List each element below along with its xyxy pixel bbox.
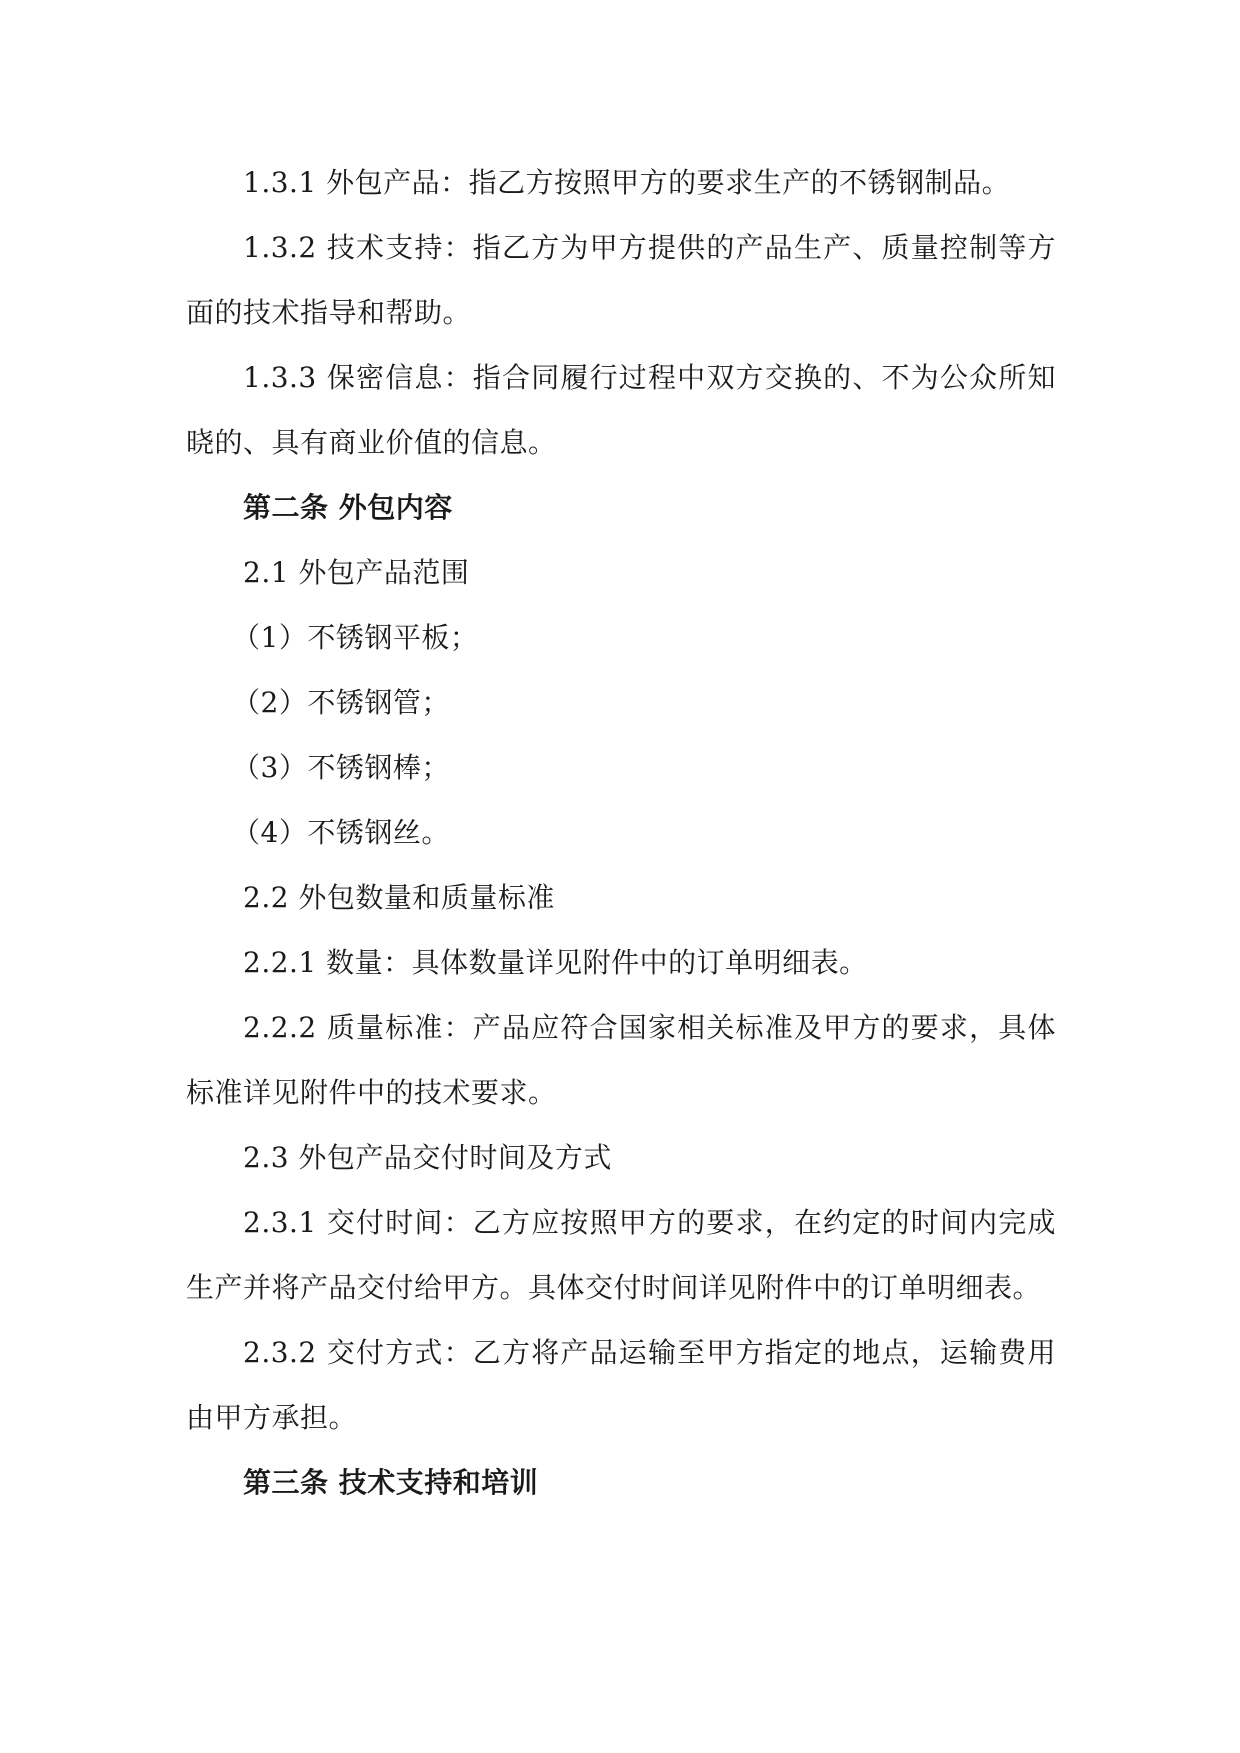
clause-1-3-3: 1.3.3 保密信息：指合同履行过程中双方交换的、不为公众所知晓的、具有商业价值的信息。 (186, 361, 1056, 459)
clause-2-3: 2.3 外包产品交付时间及方式 (243, 1141, 612, 1174)
list-item: （1）不锈钢平板； (232, 621, 479, 654)
article-3-heading: 第三条 技术支持和培训 (243, 1466, 539, 1499)
clause-2-3-2: 2.3.2 交付方式：乙方将产品运输至甲方指定的地点，运输费用由甲方承担。 (186, 1336, 1056, 1434)
clause-1-3-1: 1.3.1 外包产品：指乙方按照甲方的要求生产的不锈钢制品。 (243, 166, 1011, 199)
article-2-heading: 第二条 外包内容 (243, 491, 453, 524)
clause-2-2: 2.2 外包数量和质量标准 (243, 881, 555, 914)
list-item: （4）不锈钢丝。 (232, 816, 450, 849)
list-item: （3）不锈钢棒； (232, 751, 450, 784)
clause-2-2-1: 2.2.1 数量：具体数量详见附件中的订单明细表。 (243, 946, 868, 979)
clause-1-3-2: 1.3.2 技术支持：指乙方为甲方提供的产品生产、质量控制等方面的技术指导和帮助。 (186, 231, 1056, 329)
clause-2-1: 2.1 外包产品范围 (243, 556, 470, 589)
clause-2-3-1: 2.3.1 交付时间：乙方应按照甲方的要求，在约定的时间内完成生产并将产品交付给甲方。具体交付时间详见附件中的订单明细表。 (186, 1206, 1056, 1304)
list-item: （2）不锈钢管； (232, 686, 450, 719)
document-body (186, 150, 1056, 1515)
clause-2-2-2: 2.2.2 质量标准：产品应符合国家相关标准及甲方的要求，具体标准详见附件中的技术要求。 (186, 1011, 1056, 1109)
